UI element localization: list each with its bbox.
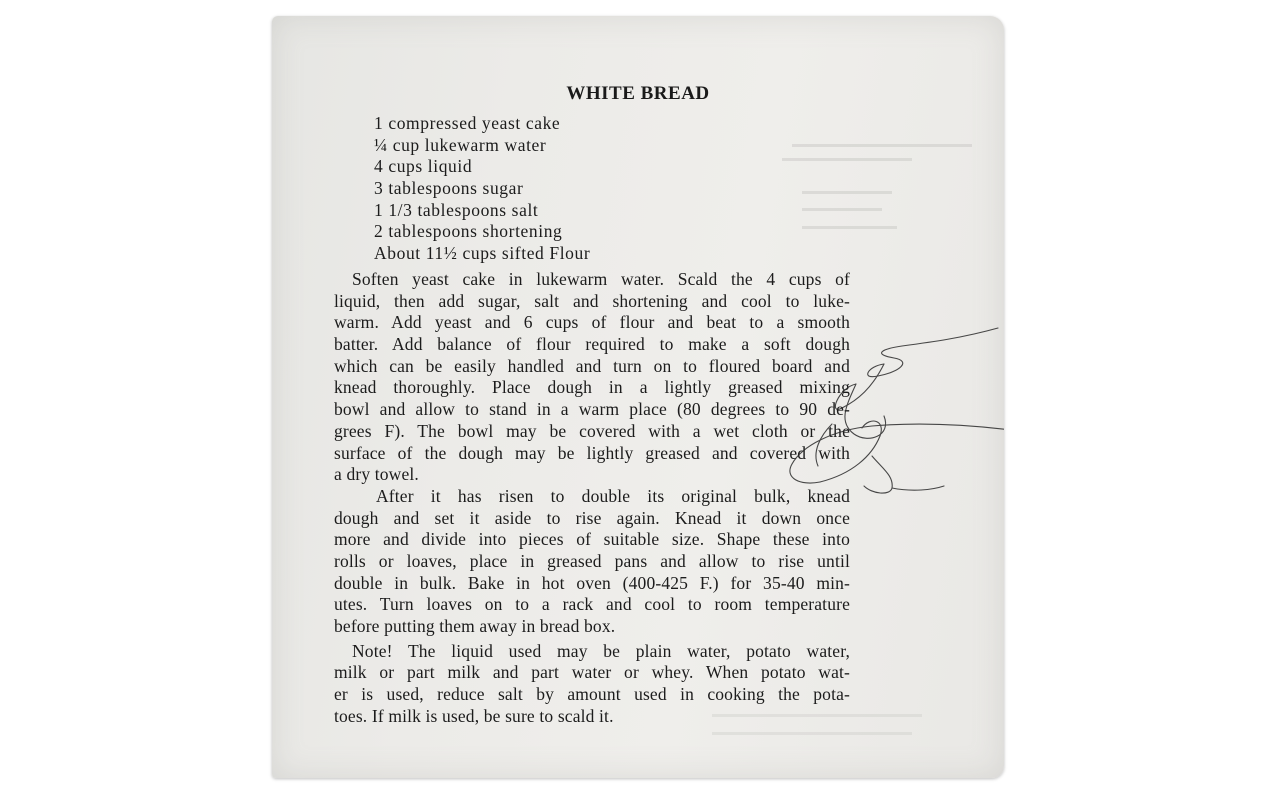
note-paragraph <box>334 641 850 728</box>
text-line: more and divide into pieces of suitable size. Shape these into <box>334 529 850 550</box>
text-line: er is used, reduce salt by amount used in cooking the pota- <box>334 684 850 705</box>
text-line: dough and set it aside to rise again. Knead it down once <box>334 507 850 528</box>
ingredient-item: 1 compressed yeast cake <box>374 113 561 133</box>
ingredient-item: 3 tablespoons sugar <box>374 178 524 199</box>
text-line: Soften yeast cake in lukewarm water. Scald the 4 cups of <box>352 269 850 289</box>
text-line: which can be easily handled and turn on to floured board and <box>334 355 850 376</box>
text-line: batter. Add balance of flour required to make a soft dough <box>334 334 850 355</box>
text-line: milk or part milk and part water or whey. When potato wat- <box>334 662 850 683</box>
text-line: knead thoroughly. Place dough in a lightly greased mixing <box>334 377 850 398</box>
text-line: After it has risen to double its original bulk, knead <box>376 485 850 506</box>
text-line: toes. If milk is used, be sure to scald it. <box>334 705 614 726</box>
recipe-page <box>272 16 1004 778</box>
ingredient-item: 4 cups liquid <box>374 156 473 177</box>
text-line: double in bulk. Bake in hot oven (400-425 F.) for 35-40 min- <box>334 572 850 593</box>
text-line: liquid, then add sugar, salt and shortening and cool to luke- <box>334 290 850 311</box>
text-line: rolls or loaves, place in greased pans and allow to rise until <box>334 550 850 571</box>
ingredient-item: ¼ cup lukewarm water <box>374 134 547 155</box>
text-line: bowl and allow to stand in a warm place (80 degrees to 90 de- <box>334 399 850 420</box>
ingredient-item: 2 tablespoons shortening <box>374 221 563 242</box>
ingredient-item: 1 1/3 tablespoons salt <box>374 199 539 220</box>
text-line: a dry towel. <box>334 464 419 485</box>
text-line: Note! The liquid used may be plain water, potato water, <box>352 640 850 661</box>
text-line: before putting them away in bread box. <box>334 616 616 636</box>
instructions-paragraph-2 <box>334 486 850 638</box>
ingredient-list <box>374 113 590 265</box>
bleed-through-marks <box>772 136 992 256</box>
recipe-title: WHITE BREAD <box>566 83 710 104</box>
text-line: surface of the dough may be lightly greased and covered with <box>334 442 850 463</box>
recipe-instructions <box>334 269 850 727</box>
text-line: warm. Add yeast and 6 cups of flour and beat to a smooth <box>334 312 850 333</box>
text-line: utes. Turn loaves on to a rack and cool to room temperature <box>334 594 850 615</box>
ingredient-item: About 11½ cups sifted Flour <box>374 243 591 264</box>
instructions-paragraph-1 <box>334 269 850 486</box>
text-line: grees F). The bowl may be covered with a wet cloth or the <box>334 420 850 441</box>
